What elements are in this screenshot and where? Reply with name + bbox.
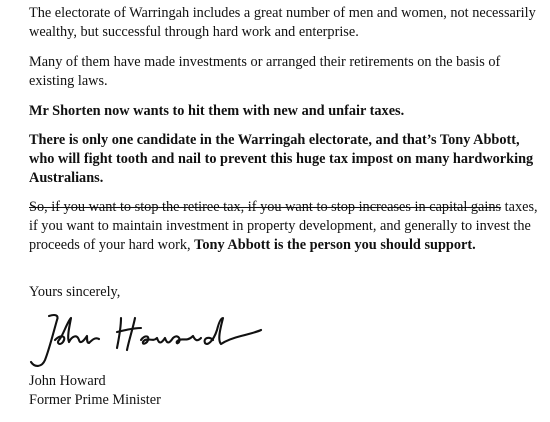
paragraph-investments: Many of them have made investments or arranged their retirements on the basis of existing laws. — [29, 54, 501, 89]
support-bold-text: Tony Abbott is the person you should support. — [194, 237, 476, 253]
paragraph-candidate: There is only one candidate in the Warringah electorate, and that’s Tony Abbott, who will fight tooth and nail to prevent this huge tax impost on many hardworking Australians. — [29, 132, 534, 186]
support-plain-text: taxes, if you want to maintain investment in property development, and generally to invest the proceeds of your hard work, — [29, 199, 538, 253]
handwritten-signature — [29, 310, 269, 374]
paragraph-shorten-taxes: Mr Shorten now wants to hit them with new and unfair taxes. — [29, 103, 405, 119]
signer-title: Former Prime Minister — [29, 392, 161, 408]
signer-name: John Howard — [29, 373, 106, 389]
paragraph-support — [29, 198, 544, 255]
paragraph-electorate: The electorate of Warringah includes a great number of men and women, not necessarily wealthy, but successful through hard work and enterprise. — [29, 5, 536, 40]
struck-text: So, if you want to stop the retiree tax, if you want to stop increases in capital gains — [29, 199, 502, 215]
closing: Yours sincerely, — [29, 284, 121, 300]
